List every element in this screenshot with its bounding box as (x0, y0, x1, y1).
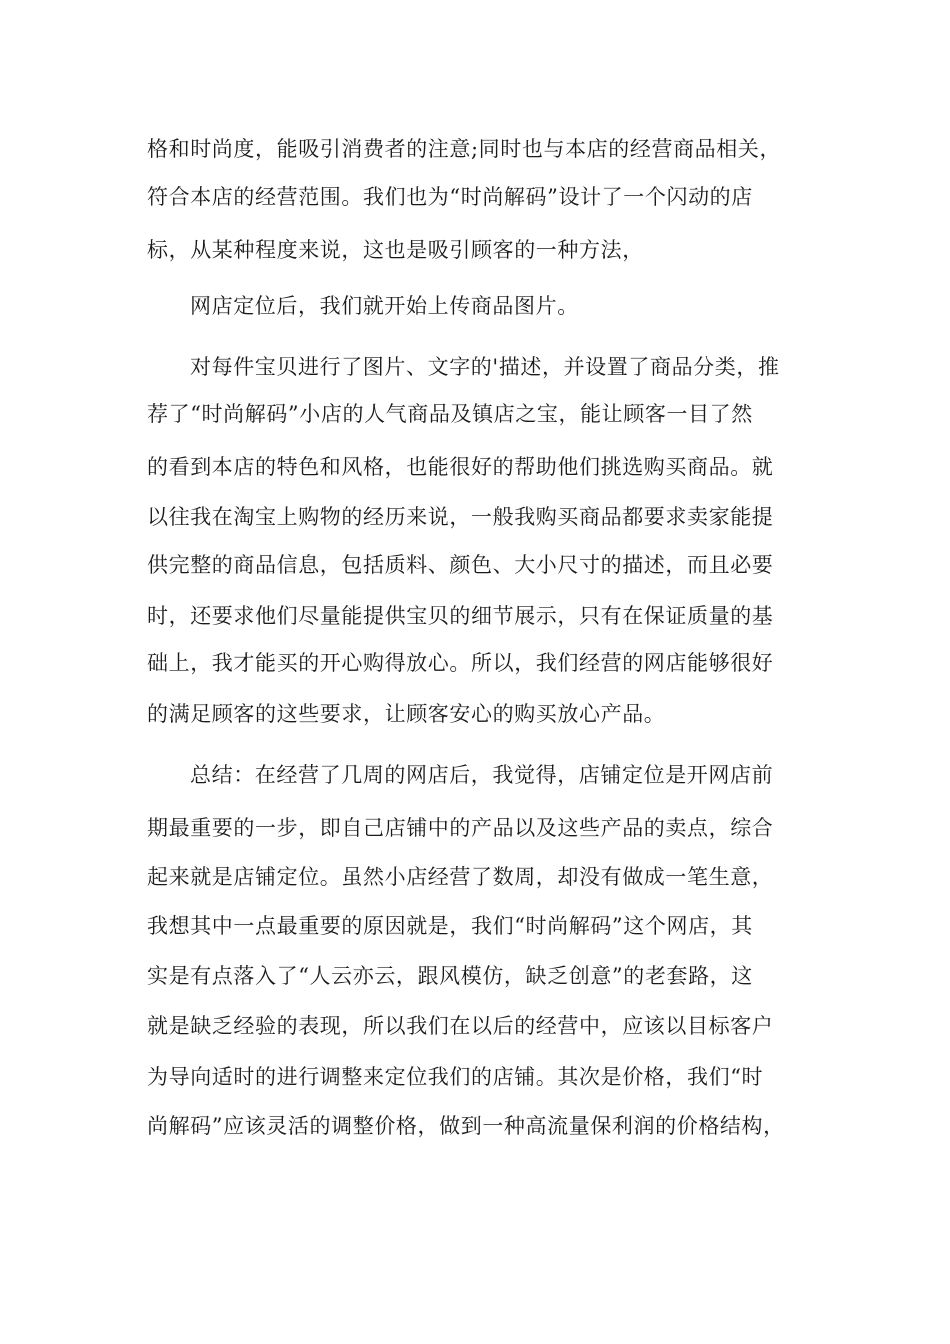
paragraph-3-line-8: 的满足顾客的这些要求，让顾客安心的购买放心产品。 (147, 702, 666, 726)
paragraph-4-line-3: 起来就是店铺定位。虽然小店经营了数周，却没有做成一笔生意， (147, 865, 774, 889)
paragraph-1-line-1: 格和时尚度，能吸引消费者的注意;同时也与本店的经营商品相关， (147, 137, 782, 161)
paragraph-3-line-6: 时，还要求他们尽量能提供宝贝的细节展示，只有在保证质量的基 (147, 604, 774, 628)
paragraph-3-line-5: 供完整的商品信息，包括质料、颜色、大小尺寸的描述，而且必要 (147, 553, 774, 577)
paragraph-1-line-2: 符合本店的经营范围。我们也为“时尚解码”设计了一个闪动的店 (147, 185, 753, 209)
paragraph-4-line-8: 尚解码”应该灵活的调整价格，做到一种高流量保利润的价格结构， (147, 1114, 785, 1138)
paragraph-4-line-1: 总结：在经营了几周的网店后，我觉得，店铺定位是开网店前 (190, 763, 774, 787)
paragraph-3-line-2: 荐了“时尚解码”小店的人气商品及镇店之宝，能让顾客一目了然 (147, 402, 753, 426)
paragraph-3-line-4: 以往我在淘宝上购物的经历来说，一般我购买商品都要求卖家能提 (147, 505, 774, 529)
paragraph-2-line-1: 网店定位后，我们就开始上传商品图片。 (190, 294, 579, 318)
paragraph-4-line-5: 实是有点落入了“人云亦云，跟风模仿，缺乏创意”的老套路，这 (147, 964, 753, 988)
paragraph-4-line-6: 就是缺乏经验的表现，所以我们在以后的经营中，应该以目标客户 (147, 1014, 774, 1038)
paragraph-3-line-1: 对每件宝贝进行了图片、文字的'描述，并设置了商品分类，推 (190, 355, 780, 379)
paragraph-4-line-7: 为导向适时的进行调整来定位我们的店铺。其次是价格，我们“时 (147, 1065, 764, 1089)
paragraph-4-line-2: 期最重要的一步，即自己店铺中的产品以及这些产品的卖点，综合 (147, 816, 774, 840)
paragraph-4-line-4: 我想其中一点最重要的原因就是，我们“时尚解码”这个网店，其 (147, 914, 753, 938)
paragraph-3-line-7: 础上，我才能买的开心购得放心。所以，我们经营的网店能够很好 (147, 651, 774, 675)
paragraph-1-line-3: 标，从某种程度来说，这也是吸引顾客的一种方法， (147, 238, 644, 262)
paragraph-3-line-3: 的看到本店的特色和风格，也能很好的帮助他们挑选购买商品。就 (147, 455, 774, 479)
